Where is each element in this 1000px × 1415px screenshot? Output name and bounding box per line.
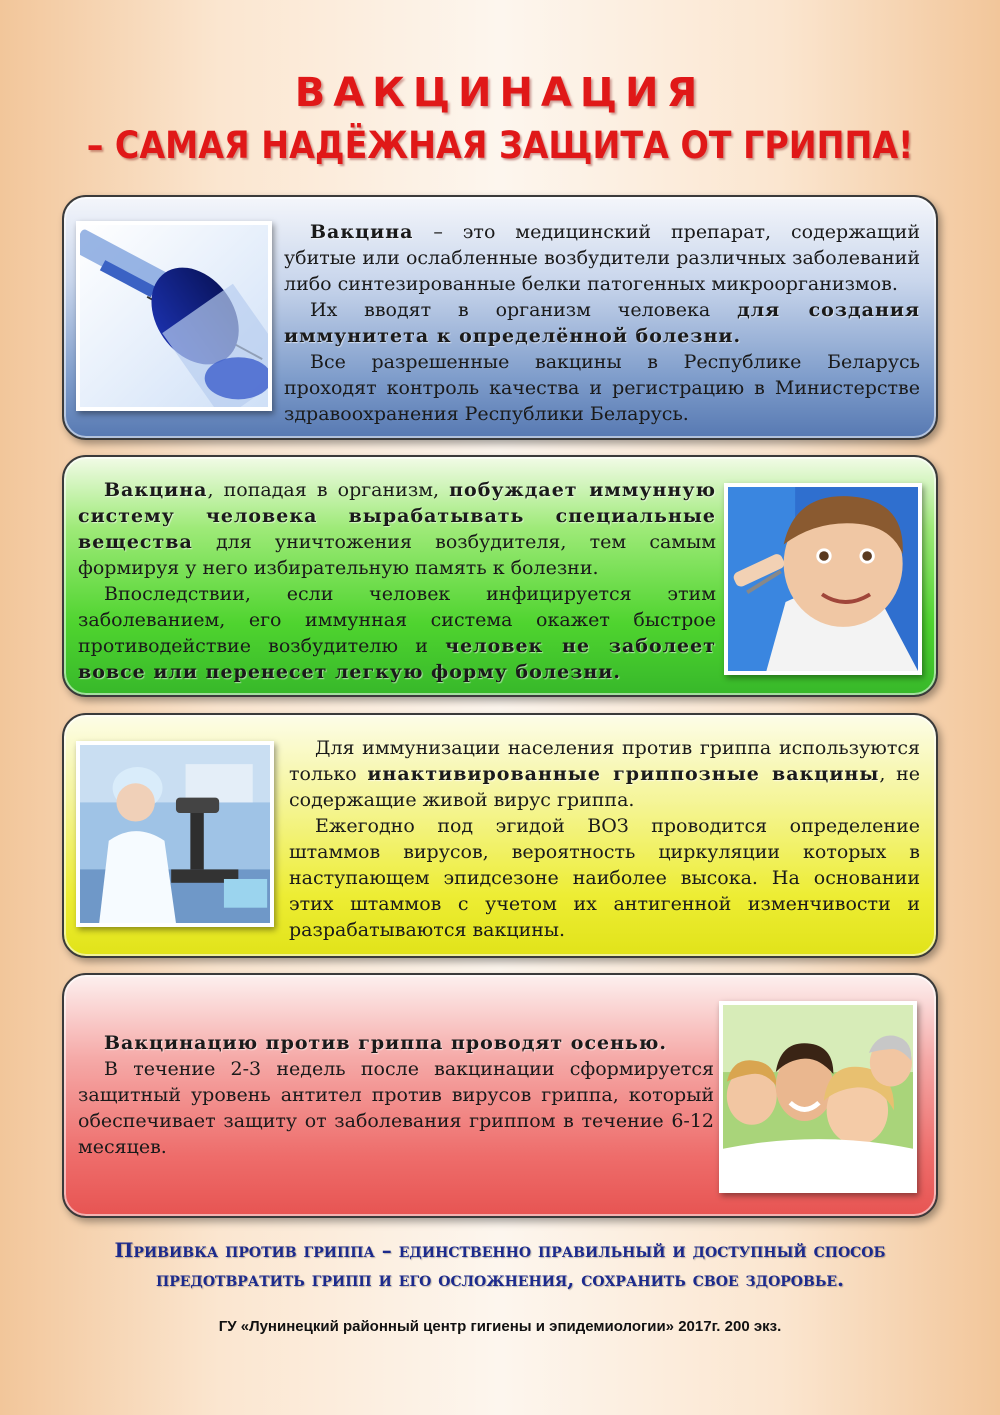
publisher-footer: ГУ «Лунинецкий районный центр гигиены и эпидемиологии» 2017г. 200 экз. [218, 1318, 782, 1335]
happy-family-photo-icon [719, 1001, 917, 1193]
term-vaccine: Вакцина [310, 221, 414, 243]
memory-text: для уничтожения возбудителя, тем самым формируя у него избирательную память к болезни. [78, 531, 716, 579]
panel2-text [78, 477, 716, 685]
infection-text: Впоследствии, если человек инфицируется этим заболеванием, его иммунная система окажет быстрое противодействие возбудителю и [78, 583, 716, 657]
who-strains-text: Ежегодно под эгидой ВОЗ проводится определение штаммов вирусов, вероятность циркуляции которых в наступающем эпидсезоне наиболее высока. На основании этих штаммов с учетом их антигенной изменчивости и разрабатываются вакцины. [289, 815, 920, 941]
syringe-vial-photo-icon [76, 221, 272, 411]
injection-text: Их вводят в организм человека [310, 299, 738, 321]
panel3-text [289, 735, 920, 943]
panel-immune-response [62, 455, 938, 697]
panel-inactivated-vaccines [62, 713, 938, 958]
laboratory-microscope-photo-icon [76, 741, 274, 927]
poster-title-line2: – САМАЯ НАДЁЖНАЯ ЗАЩИТА ОТ ГРИППА! [86, 124, 914, 167]
immunity-highlight: для создания иммунитета к определённой болезни. [284, 299, 920, 347]
child-vaccination-photo-icon [724, 483, 922, 675]
conclusion-line2: предотвратить грипп и его осложнения, сохранить свое здоровье. [155, 1267, 845, 1291]
vaccine-definition-text: – это медицинский препарат, содержащий убитые или ослабленные возбудители различных заболеваний либо синтезированные белки патогенных микроорганизмов. [284, 221, 920, 295]
antibody-protection-text: В течение 2-3 недель после вакцинации сформируется защитный уровень антител против вирусов гриппа, который обеспечивает защиту от заболевания гриппом в течение 6-12 месяцев. [78, 1058, 714, 1158]
panel1-text [284, 219, 920, 427]
inactivated-vaccines-highlight: инактивированные гриппозные вакцины [367, 763, 880, 785]
autumn-highlight: Вакцинацию против гриппа проводят осенью. [104, 1032, 668, 1054]
term-vaccine: Вакцина [104, 479, 208, 501]
poster-title-line1: ВАКЦИНАЦИЯ [294, 70, 706, 116]
mild-form-highlight: человек не заболеет вовсе или перенесет легкую форму болезни. [78, 635, 716, 683]
immune-system-highlight: побуждает иммунную систему человека вырабатывать специальные вещества [78, 479, 716, 553]
entering-text: , попадая в организм, [207, 479, 450, 501]
immunization-text: Для иммунизации населения против гриппа используются только [289, 737, 920, 785]
panel4-text [78, 1030, 714, 1160]
quality-control-text: Все разрешенные вакцины в Республике Беларусь проходят контроль качества и регистрацию в Министерстве здравоохранения Республики Беларусь. [284, 351, 920, 425]
no-live-virus-text: , не содержащие живой вирус гриппа. [289, 763, 920, 811]
panel-autumn-vaccination [62, 973, 938, 1218]
panel-vaccine-definition [62, 195, 938, 440]
conclusion-line1: Прививка против гриппа – единственно правильный и доступный способ [114, 1238, 886, 1262]
